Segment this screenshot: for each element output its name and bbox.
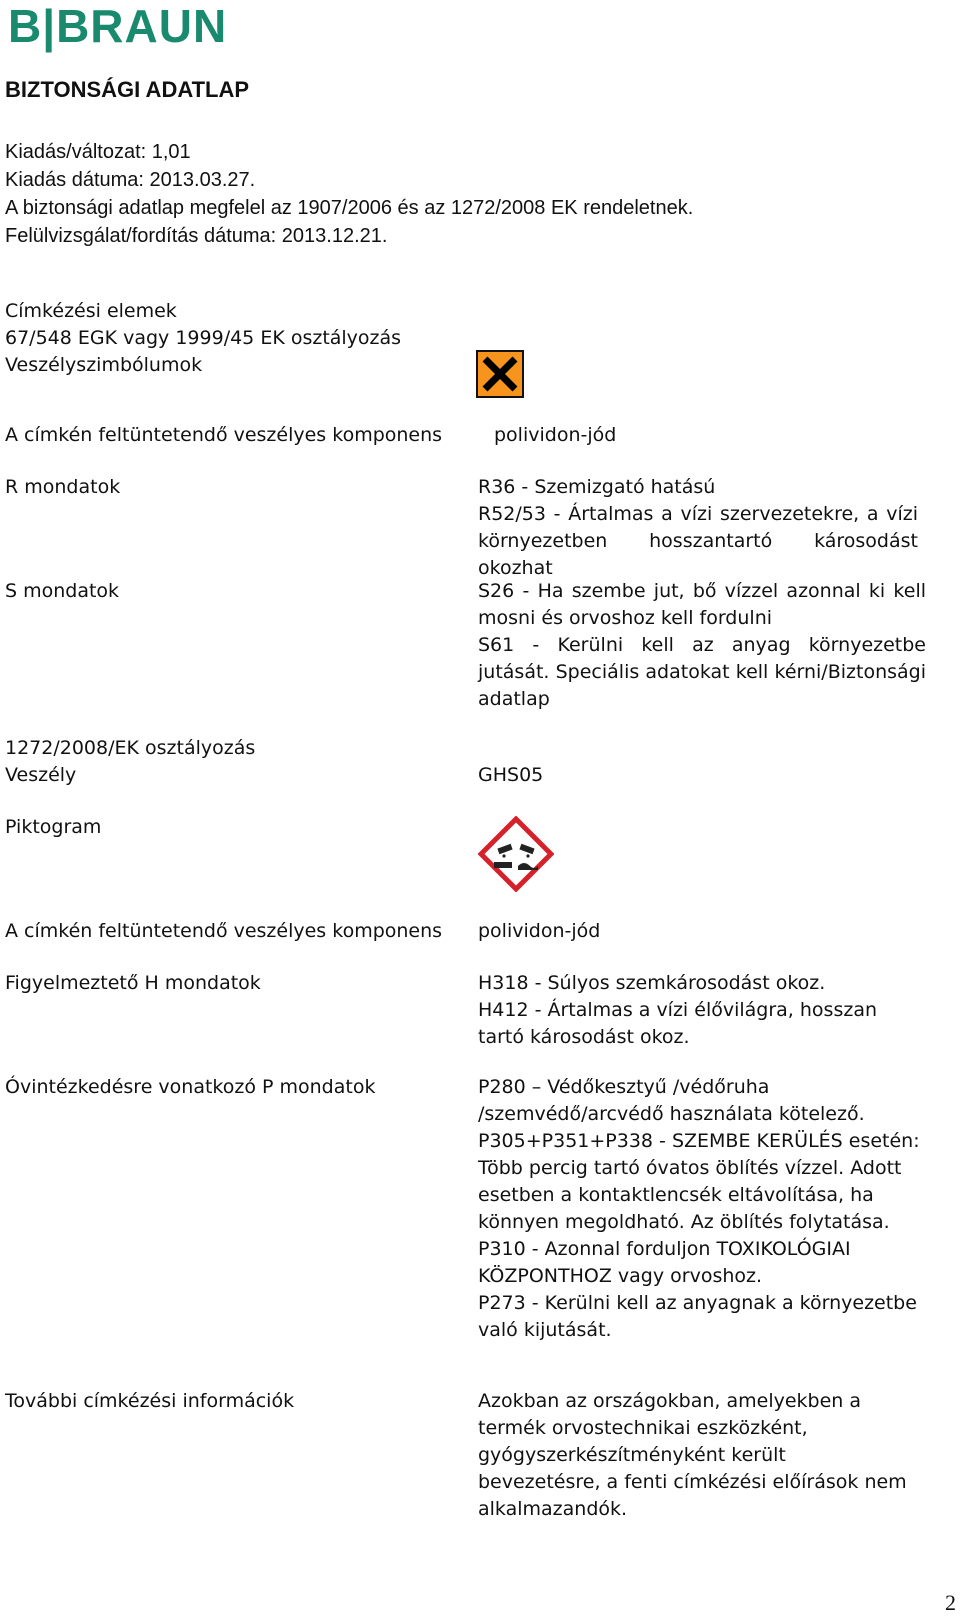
danger-value: GHS05: [478, 764, 544, 786]
edition-line: Kiadás/változat: 1,01: [5, 141, 191, 163]
s-phrase: S61 - Kerülni kell az anyag környezetbe jutását. Speciális adatokat kell kérni/Biztonsági adatlap: [478, 634, 926, 710]
component-label: A címkén feltüntetendő veszélyes komponens: [5, 424, 443, 446]
r-phrases-label: R mondatok: [5, 476, 121, 498]
harmful-x-icon: [476, 350, 524, 402]
r-phrase: R36 - Szemizgató hatású: [478, 476, 716, 498]
h-phrase: H412 - Ártalmas a vízi élővilágra, hosszan tartó károsodást okoz.: [478, 999, 878, 1048]
h-phrases-label: Figyelmeztető H mondatok: [5, 972, 261, 994]
p-phrases-label: Óvintézkedésre vonatkozó P mondatok: [5, 1076, 376, 1098]
pictogram-label: Piktogram: [5, 816, 102, 838]
ghs-header: [5, 735, 475, 789]
ghs-component-value: polividon-jód: [478, 920, 601, 942]
ghs-classification: 1272/2008/EK osztályozás: [5, 737, 256, 759]
braun-logo: B|BRAUN: [8, 0, 228, 52]
compliance-line: A biztonsági adatlap megfelel az 1907/2006 és az 1272/2008 EK rendeletnek.: [5, 197, 694, 219]
further-info-label: További címkézési információk: [5, 1390, 295, 1412]
s-phrases: [478, 578, 926, 713]
labeling-header: [5, 298, 475, 379]
issue-date-line: Kiadás dátuma: 2013.03.27.: [5, 169, 256, 191]
h-phrases: [478, 970, 918, 1051]
p-phrases: [478, 1074, 933, 1344]
document-meta: [5, 138, 693, 250]
r-phrase: R52/53 - Ártalmas a vízi szervezetekre, a vízi környezetben hosszantartó károsodást okozhat: [478, 503, 918, 579]
h-phrase: H318 - Súlyos szemkárosodást okoz.: [478, 972, 826, 994]
document-title: BIZTONSÁGI ADATLAP: [5, 77, 250, 102]
s-phrase: S26 - Ha szembe jut, bő vízzel azonnal ki kell mosni és orvoshoz kell fordulni: [478, 580, 926, 629]
review-date-line: Felülvizsgálat/fordítás dátuma: 2013.12.21.: [5, 225, 388, 247]
further-info-value: Azokban az országokban, amelyekben a termék orvostechnikai eszközként, gyógyszerkészítményként került bevezetésre, a fenti címkézési előírások nem alkalmazandók.: [478, 1390, 907, 1520]
p-phrase: P310 - Azonnal forduljon TOXIKOLÓGIAI KÖZPONTHOZ vagy orvoshoz.: [478, 1238, 851, 1287]
r-phrases: [478, 474, 918, 582]
old-classification: 67/548 EGK vagy 1999/45 EK osztályozás: [5, 327, 402, 349]
p-phrase: P273 - Kerülni kell az anyagnak a környezetbe való kijutását.: [478, 1292, 917, 1341]
labeling-heading: Címkézési elemek: [5, 300, 177, 322]
page-number: 2: [945, 1590, 956, 1615]
p-phrase: P305+P351+P338 - SZEMBE KERÜLÉS esetén: Több percig tartó óvatos öblítés vízzel. Adott esetben a kontaktlencsék eltávolítása, ha könnyen megoldható. Az öblítés folytatása.: [478, 1130, 920, 1233]
p-phrase: P280 – Védőkesztyű /védőruha /szemvédő/arcvédő használata kötelező.: [478, 1076, 865, 1125]
s-phrases-label: S mondatok: [5, 580, 120, 602]
danger-label: Veszély: [5, 764, 77, 786]
ghs05-corrosion-icon: [478, 816, 554, 896]
symbols-label: Veszélyszimbólumok: [5, 354, 203, 376]
component-value: polividon-jód: [494, 424, 617, 446]
ghs-component-label: A címkén feltüntetendő veszélyes komponens: [5, 920, 443, 942]
